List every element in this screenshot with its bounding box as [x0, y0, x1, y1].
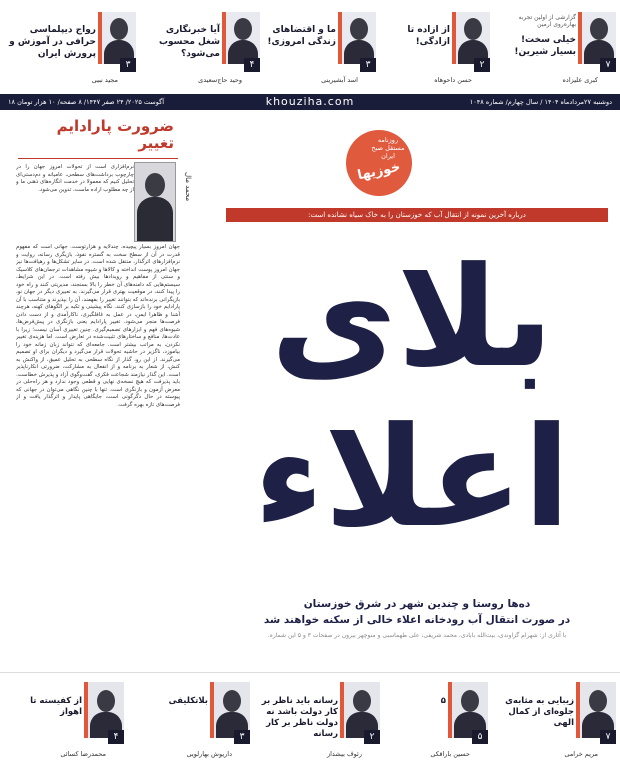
page-number-badge: ۷	[600, 58, 616, 72]
divider	[0, 672, 620, 673]
main-headline[interactable]	[210, 238, 614, 578]
bottom-teaser-3[interactable]	[256, 680, 380, 760]
author-photo	[452, 12, 490, 64]
page-number-badge: ۴	[108, 730, 124, 744]
author-photo	[222, 12, 260, 64]
newspaper-logo[interactable]	[346, 130, 412, 196]
editorial-author: محمد مال	[184, 172, 192, 202]
editorial-body: جهان امروز بسیار پیچیده، چندلایه و هزارتوست. جهانی است که مفهوم قدرت در آن از سطح سخت به گستره نفوذ، بازیگری رسانه، روایت و نرم‌افزارهای اثرگذار، منتقل شده است. در سایر تشکل‌ها و رهیافت‌ها نیز جهان امروز پوست انداخته و کالاها و شیوه مشاهدات ترجمان‌های کلاسیک و سنتی از مفاهیم و رویدادها بیش رفته است. در این شرایط، سیستم‌هایی که دامنه‌های آن خطر را بالا بسنجند، مدیریتی کنند و راه خود را پیدا کنند، در موقعیت بهتری قرار می‌گیرند. به تعبیری دیگر در جهان نو، بازیگرانی برنده‌اند که بتوانند تغییر را بفهمند، آن را بپذیرند و متناسب با آن پارادایم خود را بازسازی کنند. نگاه پیشینی و تکیه بر الگوهای کهنه، هرچند آشنا و ظاهرا ایمن، در عمل به غافلگیری، ناکارآمدی و از دست دادن فرصت‌ها منجر می‌شود. تغییر پارادایم یعنی بازنگری در پیش‌فرض‌ها، شیوه‌های فهم و ابزارهای تصمیم‌گیری. چنین تغییری آسان نیست؛ زیرا با عادت‌ها، منافع و ساختارهای تثبیت‌شده در تعارض است. اما هزینه‌ی تغییر نکردن، به مراتب بیشتر است. جامعه‌ای که نتواند زبان زمانه خود را بیاموزد، ناگزیر در حاشیه تحولات قرار می‌گیرد و دیگران برای او تصمیم می‌گیرند. از این رو، گذار از نگاه سطحی به تحلیل عمیق، از واکنش به کنش، از شعار به برنامه و از انفعال به مشارکت، ضرورتی انکارناپذیر است. این گذار نیازمند شجاعت فکری، گفت‌وگوی آزاد و پذیرش خطاست. باید پذیرفت که هیچ نسخه‌ی نهایی و قطعی وجود ندارد و هر راه‌حلی در معرض آزمون و بازنگری است. تنها با چنین نگاهی می‌توان در جهانی که پیوسته در حال دگرگونی است، جایگاهی پایدار و اثرگذار یافت و از فرصت‌های تازه بهره گرفت.	[16, 244, 180, 408]
bottom-teaser-4[interactable]	[130, 680, 250, 760]
page-number-badge: ۳	[120, 58, 136, 72]
teaser-title: رواج دیپلماسی حرافی در آموزش و پرورش ایران	[9, 25, 96, 59]
teaser-title: خیلی سخت! بسیار شیرین!	[514, 35, 576, 57]
headline-deck-1: ده‌ها روستا و چندین شهر در شرق خوزستان	[303, 598, 531, 610]
teaser-title: زیبایی به مثابه‌ی جلوه‌ای از کمال الهی	[505, 696, 574, 728]
author-photo	[338, 12, 376, 64]
author-photo	[134, 162, 176, 242]
page-number-badge: ۳	[234, 730, 250, 744]
bottom-teaser-5[interactable]	[4, 680, 124, 760]
teaser-title: ما و اقتضاهای زندگی امروزی!	[267, 25, 336, 47]
teaser-title: از کفیسته تا اهواز	[30, 696, 82, 717]
teaser-author: رئوف بیشداز	[326, 750, 362, 758]
teaser-author: کبری علیزاده	[562, 76, 598, 84]
teaser-author: محمدرضا کسائی	[60, 750, 106, 758]
top-teaser-4[interactable]	[140, 8, 260, 86]
teaser-author: وحید حاج‌سعیدی	[198, 76, 242, 84]
teaser-author: حسن داحوهاه	[434, 76, 472, 84]
headline-line-2: اعلاء	[253, 397, 571, 558]
top-teaser-2[interactable]	[380, 8, 490, 86]
issue-date-gregorian: ۱۸ آگوست ۲۰۲۵/ ۲۴ صفر ۱۴۴۷/ ۸ صفحه/ ۱۰ هزار تومان	[8, 98, 164, 106]
editorial-title: ضرورت پارادایم تغییر	[56, 117, 174, 152]
teaser-title: رسانه باید ناظر بر کار دولت باشد نه دولت ناظر بر کار رسانه	[261, 696, 338, 739]
issue-date-persian: دوشنبه ۲۷مردادماه ۱۴۰۴ / سال چهارم/ شماره ۱۰۴۸	[469, 98, 612, 106]
top-teaser-1[interactable]	[496, 8, 616, 86]
logo-tagline: روزنامه مستقل صبح ایران	[371, 136, 405, 160]
page-number-badge: ۲	[474, 58, 490, 72]
teaser-title: بلاتکلیفی	[168, 696, 208, 706]
teaser-subtitle: گزارشی از اولین تجربه بهاره‌روی ارمین	[518, 14, 576, 28]
teaser-title: آیا خبرنگاری شغل محسوب می‌شود؟	[158, 25, 220, 59]
editorial-column	[0, 112, 198, 672]
page-number-badge: ۲	[364, 730, 380, 744]
author-photo	[98, 12, 136, 64]
teaser-author: حسین باراقکی	[430, 750, 470, 758]
bottom-teaser-2[interactable]	[384, 680, 488, 760]
top-teaser-5[interactable]	[4, 8, 136, 86]
top-teaser-3[interactable]	[266, 8, 376, 86]
teaser-author: داریوش بهارلویی	[186, 750, 232, 758]
author-photo	[578, 12, 616, 64]
page-number-badge: ۵	[472, 730, 488, 744]
teaser-author: مریم خرامی	[564, 750, 598, 758]
page-number-badge: ۷	[600, 730, 616, 744]
logo-wordmark: خوزیها	[356, 159, 402, 184]
contributors-line: با آثاری از: شهرام گزاوندی، بیت‌الله بابادی، محمد شریفی، علی طهماسبی و منوچهر بیرون در صفحات ۳ و ۵ این شماره.	[267, 632, 567, 639]
bottom-teaser-1[interactable]	[494, 680, 616, 760]
teaser-author: مجید نبیی	[91, 76, 118, 84]
site-url[interactable]: khouziha.com	[265, 95, 355, 108]
teaser-author: اسد آبشیرینی	[321, 76, 358, 84]
divider	[18, 158, 178, 159]
page-number-badge: ۳	[360, 58, 376, 72]
headline-kicker: درباره آخرین نمونه از انتقال آب که خوزستان را به خاک سیاه نشانده است:	[226, 208, 608, 222]
headline-deck-2: در صورت انتقال آب رودخانه اعلاء خالی از سکنه خواهند شد	[263, 614, 571, 626]
page-number-badge: ۴	[244, 58, 260, 72]
editorial-intro: نرم‌افزاری است از تحولات امروز جهان را در چارچوب برداشت‌های سطحی، عامیانه و دم‌دستی‌ای تحلیل کنیم که معمولا در خدمت انگاره‌های ذهنی ما و از چه مطلوب اراده ماست، تدوین می‌شود.	[16, 164, 134, 193]
headline-line-1: بلای	[270, 237, 554, 398]
teaser-title: ۵	[440, 696, 446, 706]
teaser-title: از ازاده تا ازادگی!	[407, 25, 450, 47]
